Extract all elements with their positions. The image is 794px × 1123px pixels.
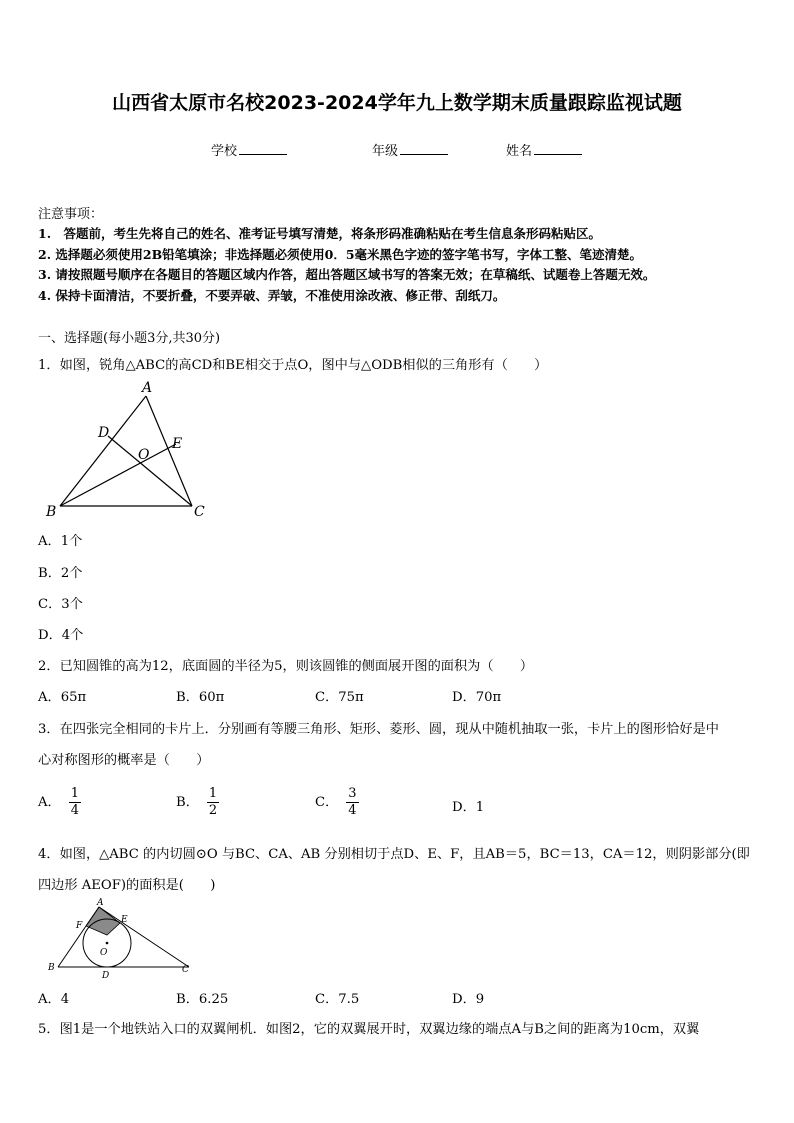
label-c: C xyxy=(194,504,205,520)
q1-option-a: A．1个 xyxy=(38,534,83,549)
page-title: 山西省太原市名校2023-2024学年九上数学期末质量跟踪监视试题 xyxy=(112,92,682,114)
note-item: 3. 请按照题号顺序在各题目的答题区域内作答，超出答题区域书写的答案无效；在草稿纸、试题卷上答题无效。 xyxy=(38,267,656,282)
note-item: 1. 答题前，考生先将自己的姓名、准考证号填写清楚，将条形码准确粘贴在考生信息条形码粘贴区。 xyxy=(38,226,602,241)
q2-stem: 2．已知圆锥的高为12，底面圆的半径为5，则该圆锥的侧面展开图的面积为（ ） xyxy=(38,659,534,674)
school-blank xyxy=(239,142,287,155)
label-f: F xyxy=(76,921,83,931)
grade-blank xyxy=(400,142,448,155)
numerator: 1 xyxy=(70,786,79,801)
q3-stem-line1: 3．在四张完全相同的卡片上．分别画有等腰三角形、矩形、菱形、圆，现从中随机抽取一张，卡片上的图形恰好是中 xyxy=(38,722,719,737)
q2-option-b: B．60π xyxy=(176,690,225,705)
note-item: 4. 保持卡面清洁，不要折叠，不要弄破、弄皱，不准使用涂改液、修正带、刮纸刀。 xyxy=(38,288,506,303)
q2-option-a: A．65π xyxy=(38,690,87,705)
q2-option-d: D．70π xyxy=(452,690,502,705)
q2-option-c: C．75π xyxy=(315,690,364,705)
label-e: E xyxy=(172,436,183,452)
note-item: 2. 选择题必须使用2B铅笔填涂；非选择题必须使用0．5毫米黑色字迹的签字笔书写，字体工整、笔迹清楚。 xyxy=(38,247,643,262)
q1-stem: 1．如图，锐角△ABC的高CD和BE相交于点O，图中与△ODB相似的三角形有（ ） xyxy=(38,358,548,373)
q4-option-b: B．6.25 xyxy=(176,992,229,1007)
q5-stem-line1: 5．图1是一个地铁站入口的双翼闸机．如图2，它的双翼展开时，双翼边缘的端点A与B之间的距离为10cm，双翼 xyxy=(38,1022,700,1037)
section-heading: 一、选择题(每小题3分,共30分) xyxy=(38,331,221,346)
q1-option-d: D．4个 xyxy=(38,628,84,643)
q4-stem-line1: 4．如图，△ABC 的内切圆⊙O 与BC、CA、AB 分别相切于点D、E、F，且AB＝5，BC＝13，CA＝12，则阴影部分(即 xyxy=(38,847,750,862)
q3-option-c xyxy=(315,786,359,819)
label-b: B xyxy=(46,504,57,520)
label-e: E xyxy=(121,915,128,925)
q4-option-a: A．4 xyxy=(38,992,70,1007)
label-d: D xyxy=(102,971,110,981)
label-d: D xyxy=(98,425,110,441)
numerator: 3 xyxy=(348,786,357,801)
q1-option-b: B．2个 xyxy=(38,566,83,581)
label-c: C xyxy=(182,965,189,975)
school-field xyxy=(211,140,287,159)
school-label: 学校 xyxy=(211,144,238,159)
label-b: B xyxy=(48,963,55,973)
q4-incircle-figure xyxy=(44,896,204,984)
fraction xyxy=(346,786,358,819)
q3-option-d: D．1 xyxy=(452,800,485,815)
q3-stem-line2: 心对称图形的概率是（ ） xyxy=(38,753,210,768)
denominator: 4 xyxy=(348,803,357,818)
numerator: 1 xyxy=(208,786,218,801)
name-label: 姓名 xyxy=(506,144,533,159)
q1-triangle-figure xyxy=(40,376,220,521)
q3-option-b xyxy=(176,786,219,819)
label-a: A xyxy=(97,898,104,908)
name-blank xyxy=(534,142,582,155)
option-letter: B． xyxy=(176,795,199,810)
q3-option-a xyxy=(38,786,81,819)
grade-field xyxy=(372,140,448,159)
denominator: 4 xyxy=(70,803,79,818)
q4-stem-line2: 四边形 AEOF)的面积是( ) xyxy=(38,878,216,893)
q4-option-d: D．9 xyxy=(452,992,485,1007)
option-letter: C． xyxy=(315,795,339,810)
q1-option-c: C．3个 xyxy=(38,597,83,612)
q4-option-c: C．7.5 xyxy=(315,992,360,1007)
fraction xyxy=(207,786,219,819)
grade-label: 年级 xyxy=(372,144,399,159)
denominator: 2 xyxy=(208,803,218,818)
fraction xyxy=(69,786,81,819)
label-o: O xyxy=(100,948,108,958)
option-letter: A． xyxy=(38,795,61,810)
label-o: O xyxy=(138,447,150,463)
notes-heading: 注意事项： xyxy=(38,207,104,222)
name-field xyxy=(506,140,582,159)
label-a: A xyxy=(142,380,153,396)
